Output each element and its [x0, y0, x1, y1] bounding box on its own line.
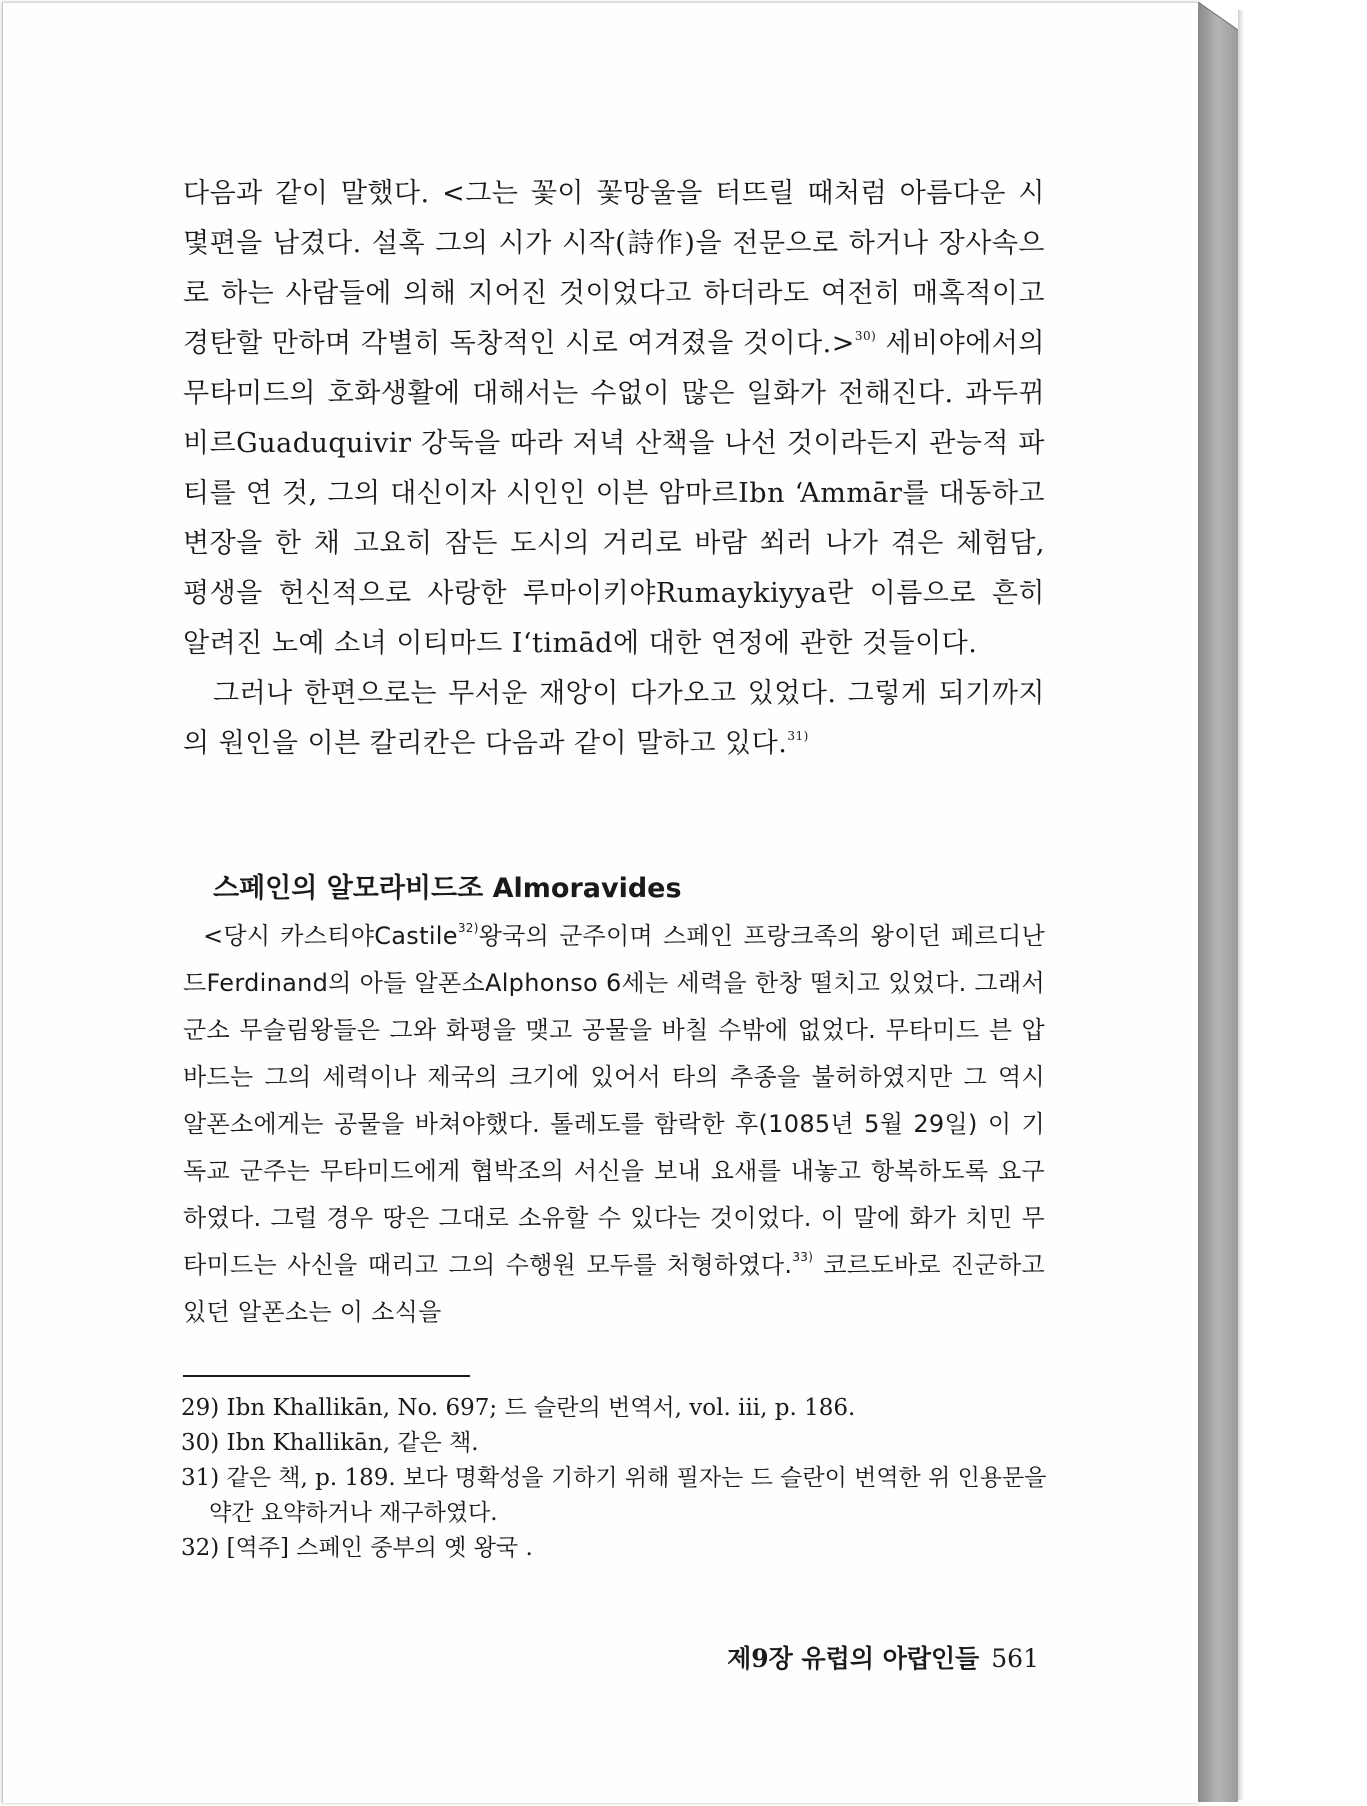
- footnote-29: 29) Ibn Khallikān, No. 697; 드 슬란의 번역서, vol. iii, p. 186.: [181, 1395, 856, 1421]
- footnote-30: 30) Ibn Khallikān, 같은 책.: [181, 1430, 479, 1456]
- book-page: [2, 2, 1199, 1803]
- footnote-32: 32) [역주] 스페인 중부의 옛 왕국 .: [181, 1535, 533, 1561]
- footnote-31: 31) 같은 책, p. 189. 보다 명확성을 기하기 위해 필자는 드 슬란이 번역한 위 인용문을 약간 요약하거나 재구하였다.: [181, 1465, 1047, 1526]
- footnote-ref-32: 32): [457, 921, 479, 935]
- page-shadow: [1238, 10, 1244, 1800]
- body-text: [183, 169, 1045, 769]
- paragraph-1: [183, 169, 1045, 669]
- paragraph-2: [183, 669, 1045, 769]
- footnote-ref-30: 30): [854, 329, 877, 343]
- footnote-ref-31: 31): [787, 729, 809, 743]
- footnote-ref-33: 33): [792, 1250, 814, 1264]
- quote-part-1: <당시 카스티야Castile: [203, 922, 458, 950]
- running-footer: [693, 1639, 1039, 1679]
- paragraph-1-text: 다음과 같이 말했다. <그는 꽃이 꽃망울을 터뜨릴 때처럼 아름다운 시 몇편을 남겼다. 설혹 그의 시가 시작(詩作)을 전문으로 하거나 장사속으로 하는 사람들에 의해 지어진 것이었다고 하더라도 여전히 매혹적이고 경탄할 만하며 각별히 독창적인 시로 여겨졌을 것이다.>: [183, 178, 1045, 359]
- block-quote: [183, 913, 1045, 1336]
- footnote-divider: [183, 1375, 470, 1377]
- quote-part-2: 왕국의 군주이며 스페인 프랑크족의 왕이던 페르디난드Ferdinand의 아들 알폰소Alphonso 6세는 세력을 한창 떨치고 있었다. 그래서 군소 무슬림왕들은 그와 화평을 맺고 공물을 바칠 수밖에 없었다. 무타미드 븐 압바드는 그의 세력이나 제국의 크기에 있어서 타의 추종을 불허하였지만 그 역시 알폰소에게는 공물을 바쳐야했다. 톨레도를 함락한 후(1085년 5월 29일) 이 기독교 군주는 무타미드에게 협박조의 서신을 보내 요새를 내놓고 항복하도록 요구하였다. 그럴 경우 땅은 그대로 소유할 수 있다는 것이었다. 이 말에 화가 치민 무타미드는 사신을 때리고 그의 수행원 모두를 처형하였다.: [183, 922, 1045, 1279]
- quote-part-3: 코르도바로 진군하고 있던 알폰소는 이 소식을: [183, 1251, 1045, 1326]
- footnotes: [181, 1391, 1051, 1566]
- page-edge: [1198, 2, 1238, 1802]
- section-title: 스페인의 알모라비드조 Almoravides: [213, 873, 682, 904]
- paragraph-2-text: 그러나 한편으로는 무서운 재앙이 다가오고 있었다. 그렇게 되기까지의 원인을 이븐 칼리칸은 다음과 같이 말하고 있다.: [183, 678, 1045, 759]
- page-number: 561: [991, 1644, 1039, 1673]
- paragraph-1-continued: 세비야에서의 무타미드의 호화생활에 대해서는 수없이 많은 일화가 전해진다. 과두뀌비르Guaduquivir 강둑을 따라 저녁 산책을 나선 것이라든지 관능적 파티를 연 것, 그의 대신이자 시인인 이븐 암마르Ibn ʻAmmār를 대동하고 변장을 한 채 고요히 잠든 도시의 거리로 바람 쐬러 나가 겪은 체험담, 평생을 헌신적으로 사랑한 루마이키야Rumaykiyya란 이름으로 흔히 알려진 노예 소녀 이티마드 Iʻtimād에 대한 연정에 관한 것들이다.: [183, 328, 1045, 659]
- chapter-title: 제9장 유럽의 아랍인들: [727, 1644, 980, 1673]
